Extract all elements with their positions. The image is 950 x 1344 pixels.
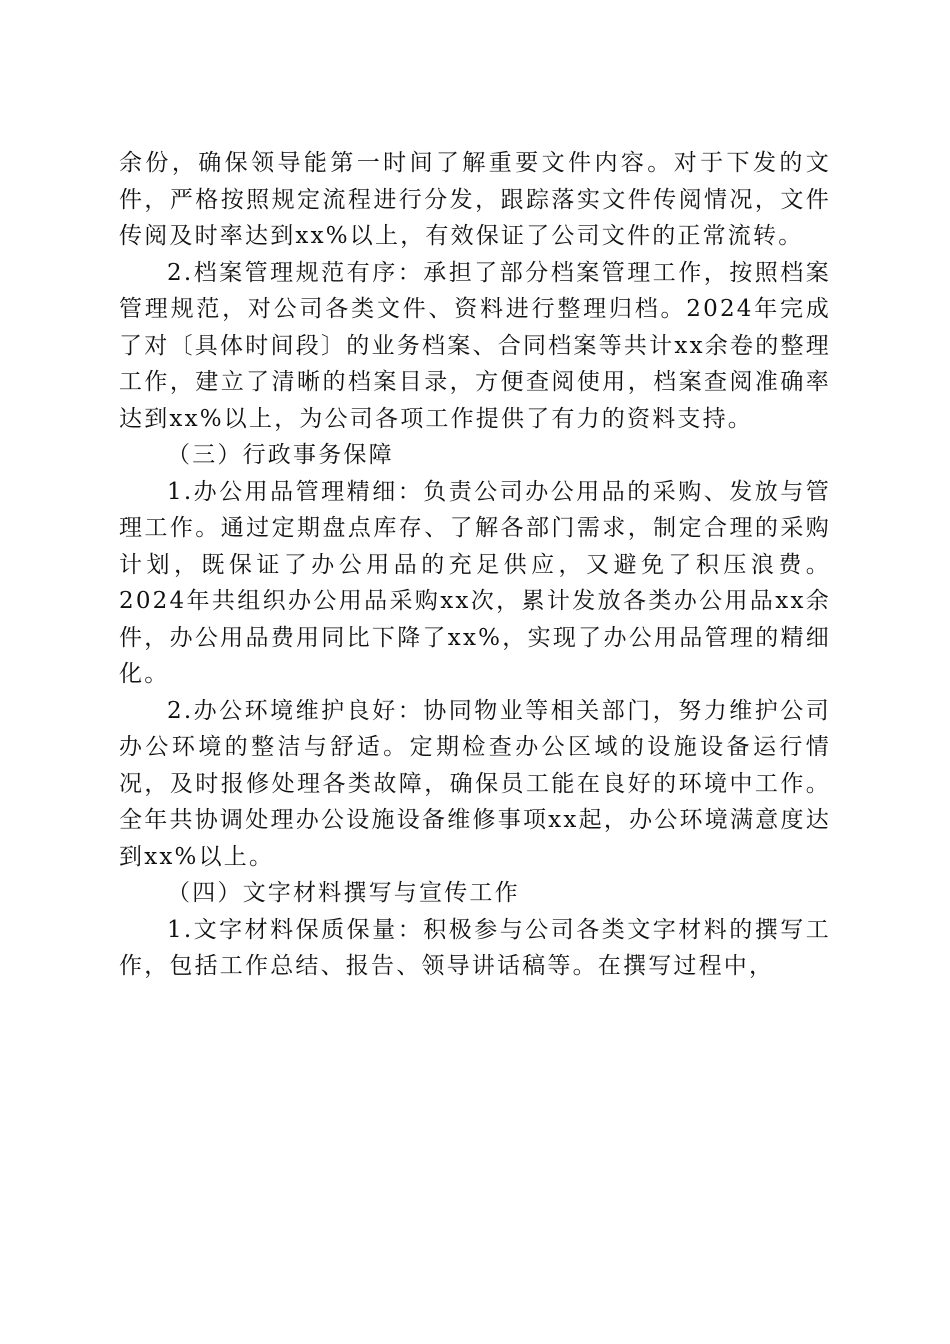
paragraph-archive-management: 2.档案管理规范有序：承担了部分档案管理工作，按照档案管理规范，对公司各类文件、资料进行整理归档。2024年完成了对〔具体时间段〕的业务档案、合同档案等共计xx余卷的整理工作，建立了清晰的档案目录，方便查阅使用，档案查阅准确率达到xx%以上，为公司各项工作提供了有力的资料支持。 xyxy=(119,259,831,432)
section-heading-writing-publicity: （四）文字材料撰写与宣传工作 xyxy=(167,880,520,906)
paragraph-office-supplies: 1.办公用品管理精细：负责公司办公用品的采购、发放与管理工作。通过定期盘点库存、了解各部门需求，制定合理的采购计划，既保证了办公用品的充足供应，又避免了积压浪费。2024年共组织办公用品采购xx次，累计发放各类办公用品xx余件，办公用品费用同比下降了xx%，实现了办公用品管理的精细化。 xyxy=(119,478,831,687)
paragraph-office-environment: 2.办公环境维护良好：协同物业等相关部门，努力维护公司办公环境的整洁与舒适。定期检查办公区域的设施设备运行情况，及时报修处理各类故障，确保员工能在良好的环境中工作。全年共协调处理办公设施设备维修事项xx起，办公环境满意度达到xx%以上。 xyxy=(119,697,831,870)
section-heading-admin-support: （三）行政事务保障 xyxy=(167,442,394,468)
paragraph-writing-materials: 1.文字材料保质保量：积极参与公司各类文字材料的撰写工作，包括工作总结、报告、领导讲话稿等。在撰写过程中， xyxy=(119,916,831,979)
paragraph-continuation: 余份，确保领导能第一时间了解重要文件内容。对于下发的文件，严格按照规定流程进行分发，跟踪落实文件传阅情况，文件传阅及时率达到xx%以上，有效保证了公司文件的正常流转。 xyxy=(119,150,831,249)
document-body xyxy=(119,145,831,985)
